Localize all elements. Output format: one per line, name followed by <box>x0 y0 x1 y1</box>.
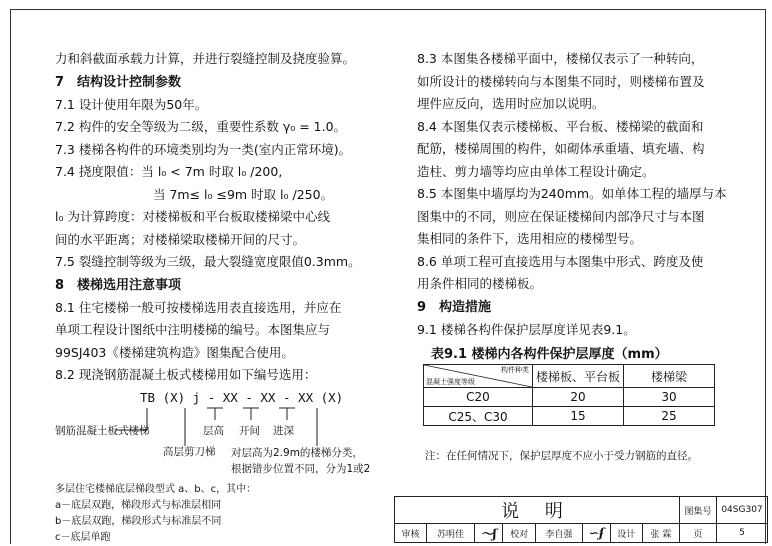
text-line: 8.5 本图集中墙厚均为240mm。如单体工程的墙厚与本 <box>417 186 727 201</box>
text-line: 间的水平距离；对楼梯梁取楼梯开间的尺寸。 <box>55 231 306 247</box>
code-label-bay: 开间 <box>239 425 260 437</box>
footnote-line: b－底层双跑，梯段形式与标准层不同 <box>55 516 222 527</box>
text-line: 7.4 挠度限值：当 l₀ < 7m 时取 l₀ /200, <box>55 164 283 179</box>
cover-thickness-table <box>423 364 715 426</box>
section-number: 7 <box>55 74 65 90</box>
text-line: 7.2 构件的安全等级为二级，重要性系数 γ₀ = 1.0。 <box>55 119 347 134</box>
text-line: l₀ 为计算跨度：对楼梯板和平台板取楼梯梁中心线 <box>55 209 330 224</box>
drawing-title: 说 明 <box>395 497 680 524</box>
table-cell: 25 <box>624 407 715 426</box>
footnote-block <box>55 482 256 546</box>
section-number: 8 <box>55 277 65 293</box>
text-line: 图集中的不同，则应在保证楼梯间内部净尺寸与本图 <box>417 208 705 224</box>
corner-bottom-label: 混凝土强度等级 <box>426 378 475 386</box>
atlas-number: 04SG307 <box>717 497 768 524</box>
text-line: 8.1 住宅楼梯一般可按楼梯选用表直接选用，并应在 <box>55 299 342 315</box>
checker-signature: ∽ʄ <box>583 524 610 543</box>
text-line: 7.3 楼梯各构件的环境类别均为一类(室内正常环境)。 <box>55 141 352 157</box>
footnote-line: 多层住宅楼梯底层梯段型式 a、b、c，其中： <box>55 484 257 495</box>
table-row <box>424 388 715 407</box>
text-line: 8.3 本图集各楼梯平面中，楼梯仅表示了一种转向， <box>417 51 704 66</box>
table-cell: 15 <box>533 407 624 426</box>
footnote-line: c－底层单跑 <box>55 532 111 543</box>
text-line: 7.1 设计使用年限为50年。 <box>55 96 208 112</box>
section-heading-8 <box>55 274 385 297</box>
code-label-x2: 根据错步位置不同，分为1或2 <box>231 463 371 475</box>
checker-name: 李自强 <box>535 524 582 543</box>
text-line: 造柱、剪力墙等均应由单体工程设计确定。 <box>417 163 655 179</box>
text-line: 埋件应反向，选用时应加以说明。 <box>417 96 605 111</box>
corner-top-label: 构件种类 <box>501 366 529 374</box>
table-cell: 20 <box>533 388 624 407</box>
page-label: 页 <box>680 524 717 543</box>
designer-name: 张 霖 <box>642 524 679 543</box>
table-header-cell: 楼梯梁 <box>624 365 715 388</box>
section-title: 楼梯选用注意事项 <box>77 277 182 293</box>
table-header-row <box>424 365 715 388</box>
table-note: 注：在任何情况下，保护层厚度不应小于受力钢筋的直径。 <box>425 450 698 462</box>
reviewer-name: 苏明佳 <box>427 524 474 543</box>
text-line: 9.1 楼梯各构件保护层厚度详见表9.1。 <box>417 321 636 337</box>
text-line: 8.6 单项工程可直接选用与本图集中形式、跨度及使 <box>417 253 704 269</box>
section-heading-7 <box>55 71 385 94</box>
text-line: 配筋，楼梯周围的构件，如砌体承重墙、填充墙、构 <box>417 141 705 156</box>
section-title: 结构设计控制参数 <box>77 74 182 90</box>
text-line: 用条件相同的楼梯板。 <box>417 276 543 291</box>
section-number: 9 <box>417 299 427 315</box>
text-line: 7.5 裂缝控制等级为三级，最大裂缝宽度限值0.3mm。 <box>55 254 361 269</box>
table-row <box>424 407 715 426</box>
title-block <box>394 496 768 543</box>
right-column <box>417 48 752 426</box>
table-cell: C20 <box>424 388 533 407</box>
table-header-cell: 楼梯板、平台板 <box>533 365 624 388</box>
code-label-type: 钢筋混凝土板式楼梯 <box>55 425 150 437</box>
text-line: 如所设计的楼梯转向与本图集不同时，则楼梯布置及 <box>417 73 705 89</box>
check-label: 校对 <box>503 524 535 543</box>
text-line: 8.2 现浇钢筋混凝土板式楼梯用如下编号选用： <box>55 367 317 382</box>
atlas-label: 图集号 <box>680 497 717 524</box>
table-cell: 30 <box>624 388 715 407</box>
table-corner-cell <box>424 365 533 388</box>
section-title: 构造措施 <box>439 299 492 315</box>
text-line: 单项工程设计图纸中注明楼梯的编号。本图集应与 <box>55 322 331 337</box>
section-heading-9 <box>417 296 752 319</box>
text-line: 99SJ403《楼梯建筑构造》图集配合使用。 <box>55 344 294 360</box>
table-cell: C25、C30 <box>424 407 533 426</box>
code-label-floor: 层高 <box>203 425 224 437</box>
text-line: 力和斜截面承载力计算，并进行裂缝控制及挠度验算。 <box>55 51 356 66</box>
footnote-line: a－底层双跑，梯段形式与标准层相同 <box>55 500 222 511</box>
text-line: 8.4 本图集仅表示楼梯板、平台板、楼梯梁的截面和 <box>417 118 704 134</box>
code-label-depth: 进深 <box>273 425 294 437</box>
code-diagram <box>55 390 385 482</box>
table-title: 表9.1 楼梯内各构件保护层厚度（mm） <box>431 347 668 362</box>
left-column <box>55 48 385 387</box>
code-label-j: 高层剪刀梯 <box>163 446 216 458</box>
text-line: 集相同的条件下，选用相应的楼梯型号。 <box>417 231 643 246</box>
code-label-x1: 对层高为2.9m的楼梯分类， <box>231 447 363 459</box>
reviewer-signature: 〜ʃ <box>474 524 503 543</box>
text-line: 当 7m≤ l₀ ≤9m 时取 l₀ /250。 <box>153 186 334 202</box>
code-pattern: TB (X) j - XX - XX - XX (X) <box>140 390 344 405</box>
page-number: 5 <box>717 524 768 543</box>
design-label: 设计 <box>610 524 642 543</box>
review-label: 审核 <box>395 524 427 543</box>
